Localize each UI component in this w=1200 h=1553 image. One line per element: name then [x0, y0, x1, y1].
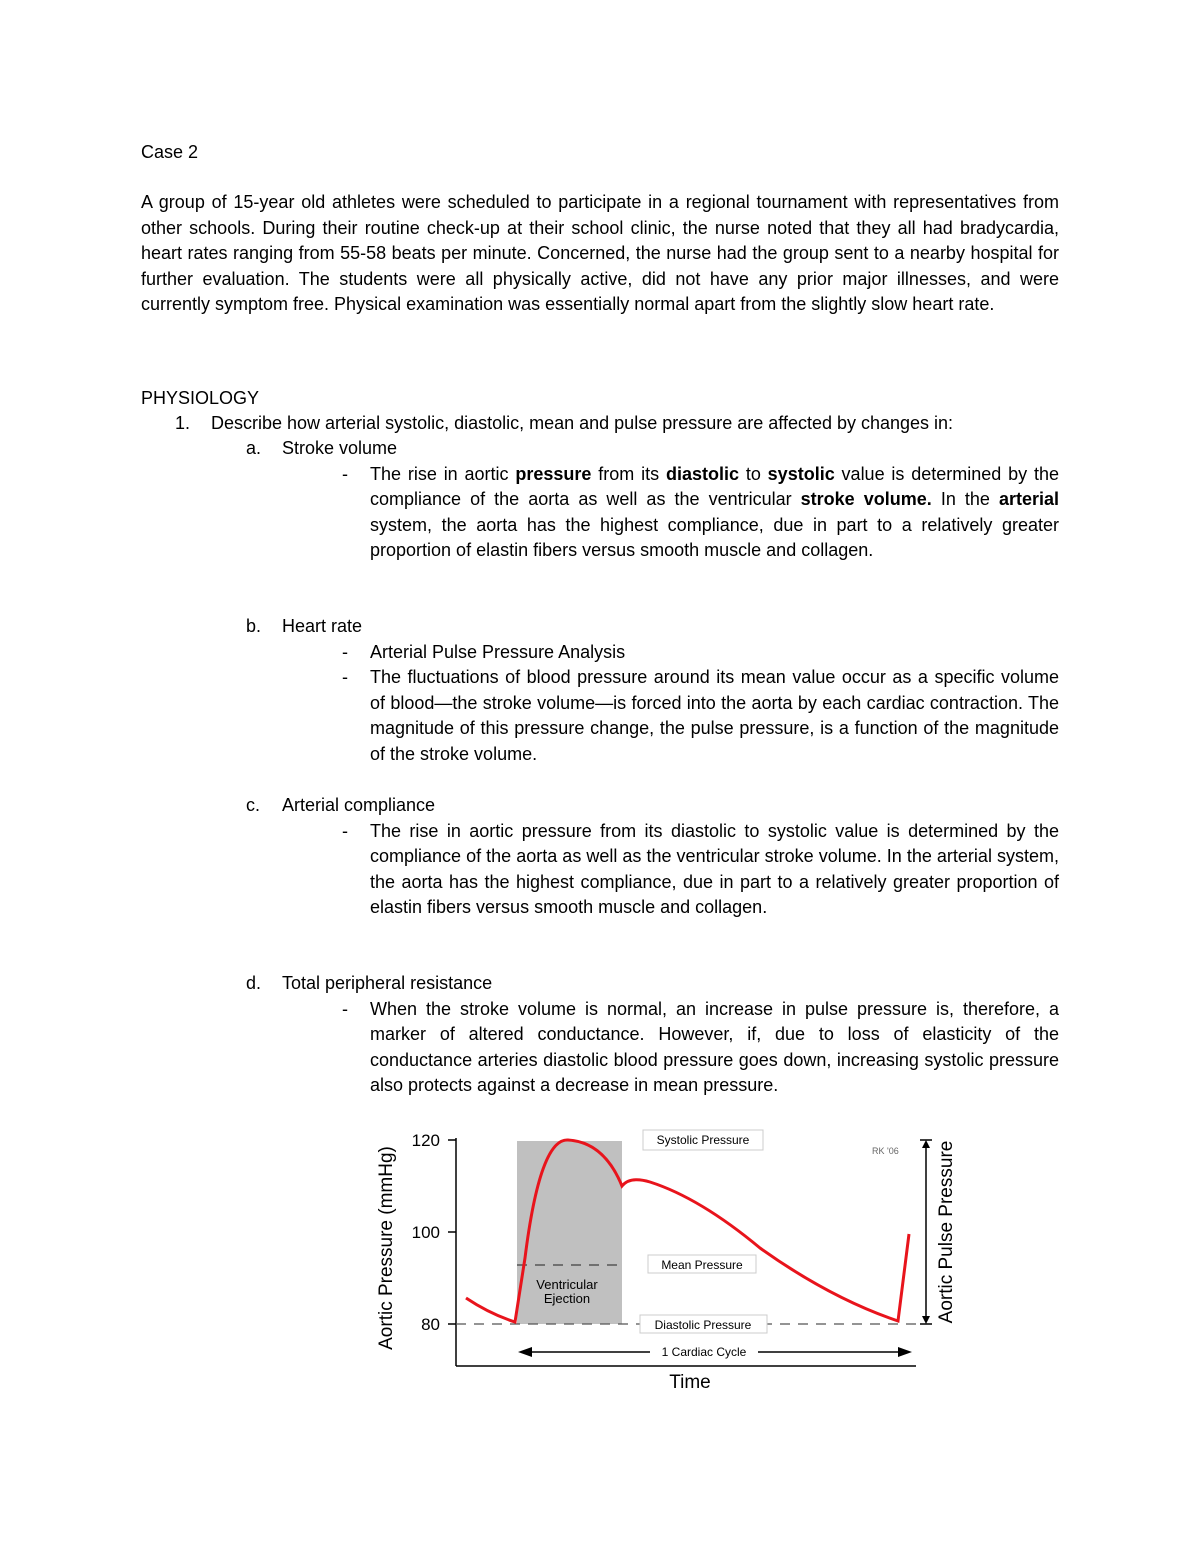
question-number: 1. [175, 413, 191, 433]
aortic-pressure-figure [360, 1118, 980, 1398]
mean-pressure-label: Mean Pressure [661, 1258, 743, 1272]
subsection-letter: c. [246, 795, 261, 815]
y-tick-label-120: 120 [411, 1131, 440, 1150]
cardiac-cycle-label: 1 Cardiac Cycle [661, 1345, 747, 1359]
bullet-item [342, 665, 1059, 767]
bullet-list [342, 462, 1059, 564]
text-run: In the [931, 489, 999, 509]
question-text: Describe how arterial systolic, diastolic, mean and pulse pressure are affected by changes in: [211, 413, 954, 433]
text-run: to [738, 463, 768, 484]
bold-term-systolic: systolic [767, 463, 835, 484]
bullet-text: Arterial Pulse Pressure Analysis [370, 641, 626, 662]
pulse-arrow-up [922, 1140, 930, 1148]
intro-paragraph: A group of 15-year old athletes were scheduled to participate in a regional tournament with representatives from other schools. During their routine check-up at their school clinic, the nurse noted that they all had bradycardia, heart rates ranging from 55-58 beats per minute. Concerned, the nurse had the group sent to a nearby hospital for further evaluation. The students were all physically active, did not have any prior major illnesses, and were currently symptom free. Physical examination was essentially normal apart from the slightly slow heart rate. [141, 192, 1059, 314]
bullet-list [342, 997, 1059, 1099]
bullet-dash: - [342, 998, 348, 1019]
section-heading: PHYSIOLOGY [141, 388, 260, 408]
subsection-title: Total peripheral resistance [282, 973, 493, 993]
subsection-letter: a. [246, 438, 262, 458]
bullet-dash: - [342, 463, 348, 484]
bullet-list [342, 819, 1059, 921]
bold-term-pressure: pressure [515, 463, 592, 484]
aortic-pressure-diagram [360, 1118, 980, 1398]
subsection-title: Heart rate [282, 616, 363, 636]
bullet-list [342, 640, 1059, 768]
diastolic-pressure-label: Diastolic Pressure [654, 1318, 752, 1332]
cycle-arrow-left [518, 1347, 532, 1357]
bullet-text: The rise in aortic pressure from its diastolic to systolic value is determined by the compliance of the aorta as well as the ventricular stroke volume. In the arterial system, the aorta has the highest compliance, due in part to a relatively greater proportion of elastin fibers versus smooth muscle and collagen. [370, 820, 1059, 917]
text-run: system, the aorta has the highest compliance, due in part to a relatively greater proportion of elastin fibers versus smooth muscle and collagen. [370, 514, 1059, 560]
systolic-pressure-label: Systolic Pressure [656, 1133, 750, 1147]
aortic-pulse-pressure-label: Aortic Pulse Pressure [936, 1140, 957, 1324]
bold-term-diastolic: diastolic [665, 463, 739, 484]
subsection-title: Arterial compliance [282, 795, 436, 815]
text-run: value is determined by the compliance of the aorta as well as the ventricular [370, 463, 1060, 509]
bullet-text [370, 464, 1059, 561]
x-axis-label: Time [669, 1372, 711, 1393]
ejection-label-line2: Ejection [543, 1291, 591, 1306]
text-run: The rise in aortic [370, 463, 516, 484]
bullet-text: The fluctuations of blood pressure around its mean value occur as a specific volume of blood—the stroke volume—is forced into the aorta by each cardiac contraction. The magnitude of this pressure change, the pulse pressure, is a function of the magnitude of the stroke volume. [370, 667, 1059, 764]
bullet-dash: - [342, 641, 348, 662]
bold-term-stroke-volume: stroke volume. [800, 489, 932, 509]
subsection-letter: b. [246, 616, 262, 636]
bold-term-arterial: arterial [998, 489, 1060, 509]
ejection-label-line1: Ventricular [536, 1277, 598, 1292]
bullet-item [342, 462, 1059, 564]
cycle-arrow-right [898, 1347, 912, 1357]
pulse-arrow-down [922, 1316, 930, 1324]
bullet-item [342, 640, 1059, 666]
text-run: from its [591, 463, 666, 484]
subsection-letter: d. [246, 973, 262, 993]
bullet-item [342, 819, 1059, 921]
y-tick-label-80: 80 [421, 1315, 440, 1334]
figure-credit: RK '06 [872, 1146, 899, 1156]
subsection-title: Stroke volume [282, 438, 398, 458]
case-title: Case 2 [141, 142, 199, 162]
bullet-dash: - [342, 667, 348, 687]
bullet-item [342, 997, 1059, 1099]
bullet-dash: - [342, 820, 348, 841]
y-axis-label: Aortic Pressure (mmHg) [376, 1146, 397, 1350]
y-tick-label-100: 100 [411, 1223, 440, 1242]
bullet-text: When the stroke volume is normal, an increase in pulse pressure is, therefore, a marker of altered conductance. However, if, due to loss of elasticity of the conductance arteries diastolic blood pressure goes down, increasing systolic pressure also protects against a decrease in mean pressure. [370, 998, 1059, 1095]
